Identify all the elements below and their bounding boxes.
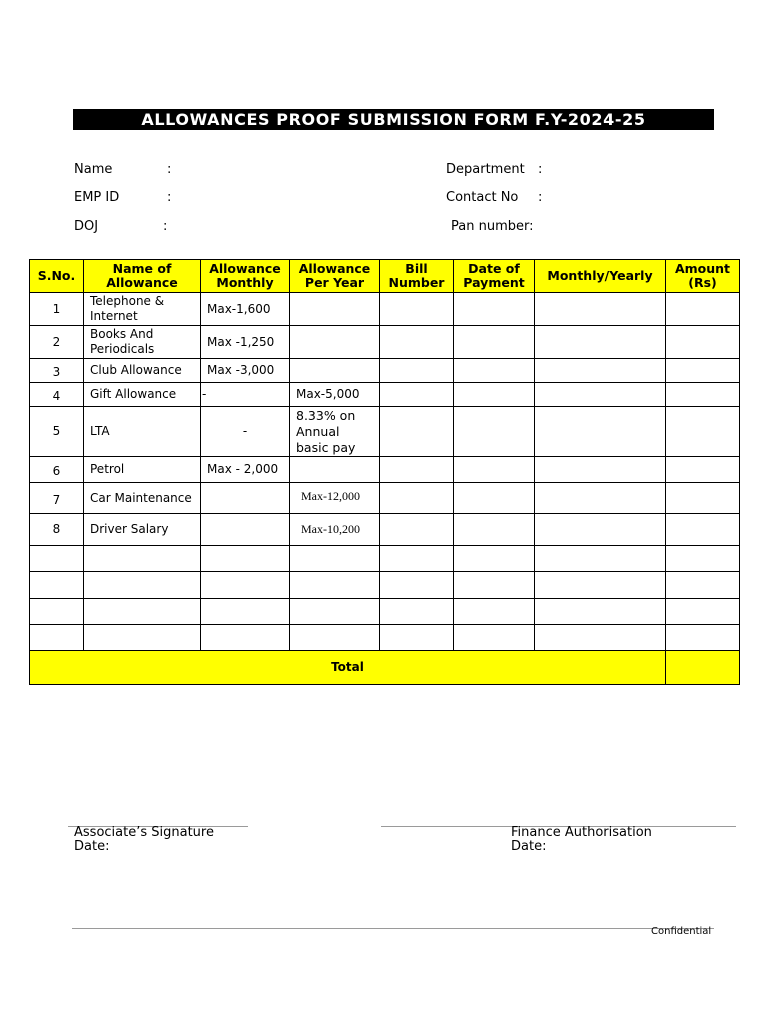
monthly-yearly-cell[interactable]	[535, 407, 666, 457]
allowance-monthly-cell: Max -1,250	[201, 326, 290, 359]
associate-date-label: Date:	[74, 839, 110, 854]
allowance-monthly-cell: Max -3,000	[201, 359, 290, 383]
monthly-yearly-cell[interactable]	[535, 359, 666, 383]
empty-cell[interactable]	[666, 572, 740, 599]
empty-cell[interactable]	[84, 572, 201, 599]
allowance-monthly-cell: Max - 2,000	[201, 457, 290, 483]
empty-cell[interactable]	[380, 572, 454, 599]
allowance-name-cell: Books And Periodicals	[84, 326, 201, 359]
table-row	[30, 483, 740, 514]
sno-cell: 2	[30, 326, 84, 359]
table-row	[30, 383, 740, 407]
header-amount: Amount (Rs)	[666, 260, 740, 293]
empty-cell[interactable]	[380, 625, 454, 651]
contact-colon: :	[538, 190, 543, 205]
date-of-payment-cell[interactable]	[454, 293, 535, 326]
emp-id-colon: :	[167, 190, 172, 205]
date-of-payment-cell[interactable]	[454, 326, 535, 359]
empty-table-row	[30, 546, 740, 572]
allowance-name-cell: Club Allowance	[84, 359, 201, 383]
name-label: Name	[74, 162, 113, 177]
bill-number-cell[interactable]	[380, 383, 454, 407]
header-monthly: Allowance Monthly	[201, 260, 290, 293]
allowance-name-cell: Telephone & Internet	[84, 293, 201, 326]
empty-cell[interactable]	[30, 599, 84, 625]
doj-label: DOJ	[74, 219, 99, 234]
empty-cell[interactable]	[380, 546, 454, 572]
empty-cell[interactable]	[454, 546, 535, 572]
monthly-yearly-cell[interactable]	[535, 383, 666, 407]
date-of-payment-cell[interactable]	[454, 383, 535, 407]
sno-cell: 8	[30, 514, 84, 546]
allowance-yearly-cell: Max-5,000	[290, 383, 380, 407]
allowance-yearly-cell	[290, 457, 380, 483]
name-colon: :	[167, 162, 172, 177]
date-of-payment-cell[interactable]	[454, 457, 535, 483]
empty-cell[interactable]	[454, 599, 535, 625]
empty-table-row	[30, 572, 740, 599]
allowance-yearly-cell	[290, 359, 380, 383]
allowance-name-cell: LTA	[84, 407, 201, 457]
allowance-yearly-cell	[290, 326, 380, 359]
finance-authorisation-label: Finance Authorisation	[511, 825, 652, 840]
table-row	[30, 407, 740, 457]
empty-cell[interactable]	[454, 572, 535, 599]
monthly-yearly-cell[interactable]	[535, 457, 666, 483]
empty-table-row	[30, 625, 740, 651]
department-colon: :	[538, 162, 543, 177]
amount-cell[interactable]	[666, 293, 740, 326]
allowance-yearly-cell: 8.33% on Annual basic pay	[290, 407, 380, 457]
table-row	[30, 514, 740, 546]
form-title: ALLOWANCES PROOF SUBMISSION FORM F.Y-2024-25	[73, 109, 714, 130]
table-row	[30, 293, 740, 326]
empty-cell[interactable]	[201, 625, 290, 651]
header-per-year: Allowance Per Year	[290, 260, 380, 293]
sno-cell: 3	[30, 359, 84, 383]
sno-cell: 5	[30, 407, 84, 457]
finance-date-label: Date:	[511, 839, 547, 854]
empty-cell[interactable]	[84, 599, 201, 625]
empty-cell[interactable]	[535, 599, 666, 625]
sno-cell: 6	[30, 457, 84, 483]
allowance-monthly-cell: -	[201, 407, 290, 457]
amount-cell[interactable]	[666, 326, 740, 359]
monthly-yearly-cell[interactable]	[535, 483, 666, 514]
amount-cell[interactable]	[666, 383, 740, 407]
allowance-monthly-cell	[201, 514, 290, 546]
header-date-of-payment: Date of Payment	[454, 260, 535, 293]
department-label: Department	[446, 162, 525, 177]
allowance-monthly-cell: -	[201, 383, 290, 407]
contact-label: Contact No	[446, 190, 519, 205]
empty-cell[interactable]	[30, 572, 84, 599]
sno-cell: 1	[30, 293, 84, 326]
amount-cell[interactable]	[666, 514, 740, 546]
empty-cell[interactable]	[30, 546, 84, 572]
empty-cell[interactable]	[201, 546, 290, 572]
sno-cell: 7	[30, 483, 84, 514]
allowance-yearly-cell	[290, 293, 380, 326]
allowance-yearly-cell: Max-12,000	[290, 483, 380, 514]
pan-label: Pan number:	[451, 219, 534, 234]
amount-cell[interactable]	[666, 359, 740, 383]
allowance-name-cell: Driver Salary	[84, 514, 201, 546]
table-row	[30, 359, 740, 383]
emp-id-label: EMP ID	[74, 190, 120, 205]
bill-number-cell[interactable]	[380, 457, 454, 483]
bill-number-cell[interactable]	[380, 359, 454, 383]
total-amount-cell[interactable]	[666, 651, 740, 685]
bill-number-cell[interactable]	[380, 326, 454, 359]
monthly-yearly-cell[interactable]	[535, 293, 666, 326]
sno-cell: 4	[30, 383, 84, 407]
allowance-name-cell: Petrol	[84, 457, 201, 483]
header-bill-number: Bill Number	[380, 260, 454, 293]
empty-cell[interactable]	[454, 625, 535, 651]
date-of-payment-cell[interactable]	[454, 359, 535, 383]
empty-cell[interactable]	[201, 572, 290, 599]
empty-cell[interactable]	[535, 572, 666, 599]
empty-cell[interactable]	[666, 625, 740, 651]
amount-cell[interactable]	[666, 457, 740, 483]
empty-cell[interactable]	[290, 599, 380, 625]
allowance-monthly-cell: Max-1,600	[201, 293, 290, 326]
header-name: Name of Allowance	[84, 260, 201, 293]
confidential-label: Confidential	[651, 926, 712, 937]
empty-cell[interactable]	[84, 625, 201, 651]
bill-number-cell[interactable]	[380, 407, 454, 457]
empty-cell[interactable]	[201, 599, 290, 625]
doj-colon: :	[163, 219, 168, 234]
footer-line	[72, 928, 714, 929]
empty-cell[interactable]	[290, 546, 380, 572]
allowance-monthly-cell	[201, 483, 290, 514]
table-row	[30, 326, 740, 359]
bill-number-cell[interactable]	[380, 293, 454, 326]
total-row	[30, 651, 740, 685]
empty-cell[interactable]	[84, 546, 201, 572]
empty-cell[interactable]	[290, 625, 380, 651]
empty-cell[interactable]	[666, 599, 740, 625]
allowance-name-cell: Car Maintenance	[84, 483, 201, 514]
empty-cell[interactable]	[666, 546, 740, 572]
empty-cell[interactable]	[290, 572, 380, 599]
date-of-payment-cell[interactable]	[454, 483, 535, 514]
date-of-payment-cell[interactable]	[454, 514, 535, 546]
empty-cell[interactable]	[380, 599, 454, 625]
bill-number-cell[interactable]	[380, 483, 454, 514]
amount-cell[interactable]	[666, 483, 740, 514]
empty-cell[interactable]	[30, 625, 84, 651]
header-sno: S.No.	[30, 260, 84, 293]
date-of-payment-cell[interactable]	[454, 407, 535, 457]
total-label: Total	[30, 651, 666, 685]
monthly-yearly-cell[interactable]	[535, 514, 666, 546]
table-row	[30, 457, 740, 483]
header-row	[30, 260, 740, 293]
bill-number-cell[interactable]	[380, 514, 454, 546]
allowance-name-cell: Gift Allowance	[84, 383, 201, 407]
associate-signature-label: Associate’s Signature	[74, 825, 214, 840]
empty-cell[interactable]	[535, 625, 666, 651]
amount-cell[interactable]	[666, 407, 740, 457]
allowance-yearly-cell: Max-10,200	[290, 514, 380, 546]
allowances-table	[29, 259, 740, 685]
empty-table-row	[30, 599, 740, 625]
empty-cell[interactable]	[535, 546, 666, 572]
monthly-yearly-cell[interactable]	[535, 326, 666, 359]
header-monthly-yearly: Monthly/Yearly	[535, 260, 666, 293]
